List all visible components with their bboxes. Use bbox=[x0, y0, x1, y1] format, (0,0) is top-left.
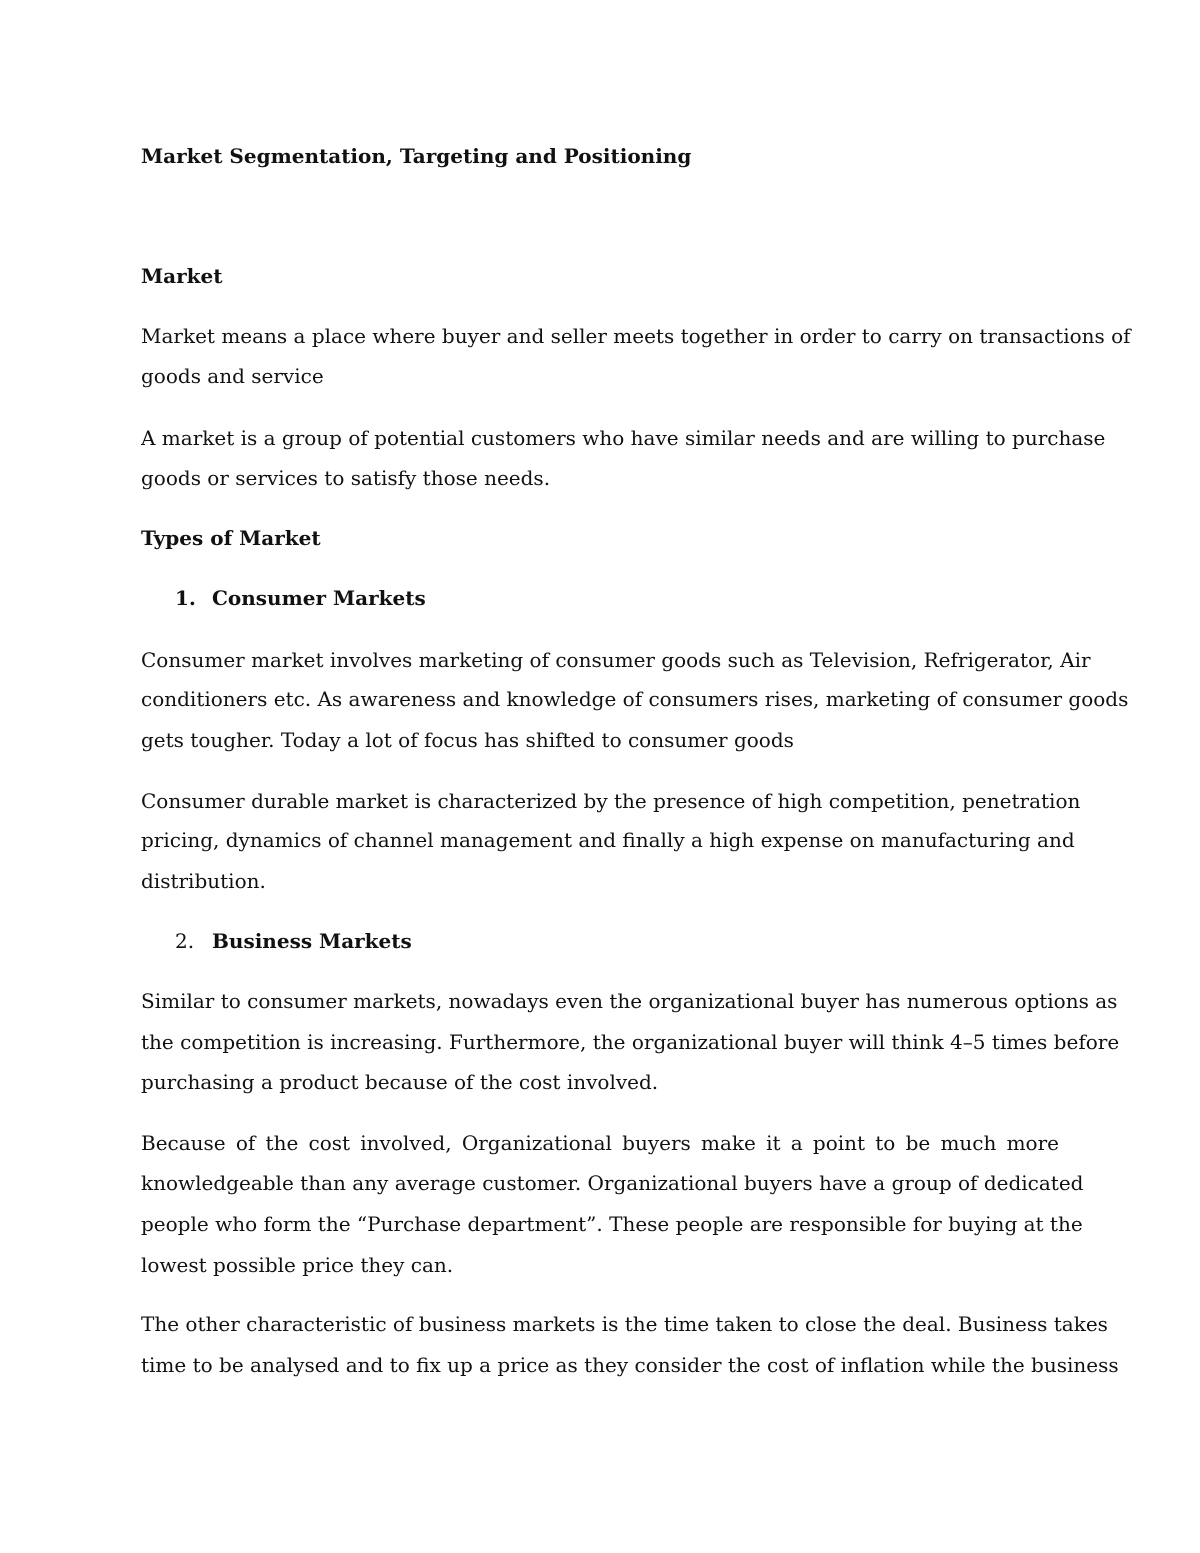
business-paragraph-1-line-2: the competition is increasing. Furthermore, the organizational buyer will think 4–5 times before bbox=[141, 1030, 1120, 1054]
document-title: Market Segmentation, Targeting and Positioning bbox=[141, 144, 692, 168]
heading-types-of-market: Types of Market bbox=[141, 526, 321, 550]
list-item-business-markets bbox=[175, 927, 412, 955]
business-paragraph-1-line-1: Similar to consumer markets, nowadays even the organizational buyer has numerous options as bbox=[141, 989, 1118, 1013]
consumer-paragraph-2-line-1: Consumer durable market is characterized by the presence of high competition, penetration bbox=[141, 789, 1081, 813]
consumer-paragraph-1-line-3: gets tougher. Today a lot of focus has shifted to consumer goods bbox=[141, 728, 794, 752]
business-paragraph-2-line-2: knowledgeable than any average customer. Organizational buyers have a group of dedicated bbox=[141, 1171, 1084, 1195]
list-label: Consumer Markets bbox=[212, 586, 426, 610]
consumer-paragraph-1-line-1: Consumer market involves marketing of consumer goods such as Television, Refrigerator, Air bbox=[141, 648, 1091, 672]
business-paragraph-2-line-1: Because of the cost involved, Organizational buyers make it a point to be much more bbox=[141, 1131, 1059, 1155]
list-label: Business Markets bbox=[212, 929, 412, 953]
list-item-consumer-markets bbox=[175, 584, 426, 612]
market-paragraph-1-line-2: goods and service bbox=[141, 364, 324, 388]
business-paragraph-2-line-3: people who form the “Purchase department”. These people are responsible for buying at the bbox=[141, 1212, 1083, 1236]
consumer-paragraph-1-line-2: conditioners etc. As awareness and knowledge of consumers rises, marketing of consumer goods bbox=[141, 687, 1129, 711]
list-number: 1. bbox=[175, 586, 196, 610]
business-paragraph-3-line-2: time to be analysed and to fix up a price as they consider the cost of inflation while the business bbox=[141, 1353, 1119, 1377]
heading-market: Market bbox=[141, 264, 223, 288]
market-paragraph-2-line-1: A market is a group of potential customers who have similar needs and are willing to purchase bbox=[141, 426, 1106, 450]
list-number: 2. bbox=[175, 929, 195, 953]
market-paragraph-1-line-1: Market means a place where buyer and seller meets together in order to carry on transactions of bbox=[141, 324, 1131, 348]
consumer-paragraph-2-line-3: distribution. bbox=[141, 869, 266, 893]
business-paragraph-1-line-3: purchasing a product because of the cost involved. bbox=[141, 1070, 659, 1094]
consumer-paragraph-2-line-2: pricing, dynamics of channel management and finally a high expense on manufacturing and bbox=[141, 828, 1075, 852]
market-paragraph-2-line-2: goods or services to satisfy those needs. bbox=[141, 466, 551, 490]
business-paragraph-3-line-1: The other characteristic of business markets is the time taken to close the deal. Business takes bbox=[141, 1312, 1108, 1336]
business-paragraph-2-line-4: lowest possible price they can. bbox=[141, 1253, 454, 1277]
